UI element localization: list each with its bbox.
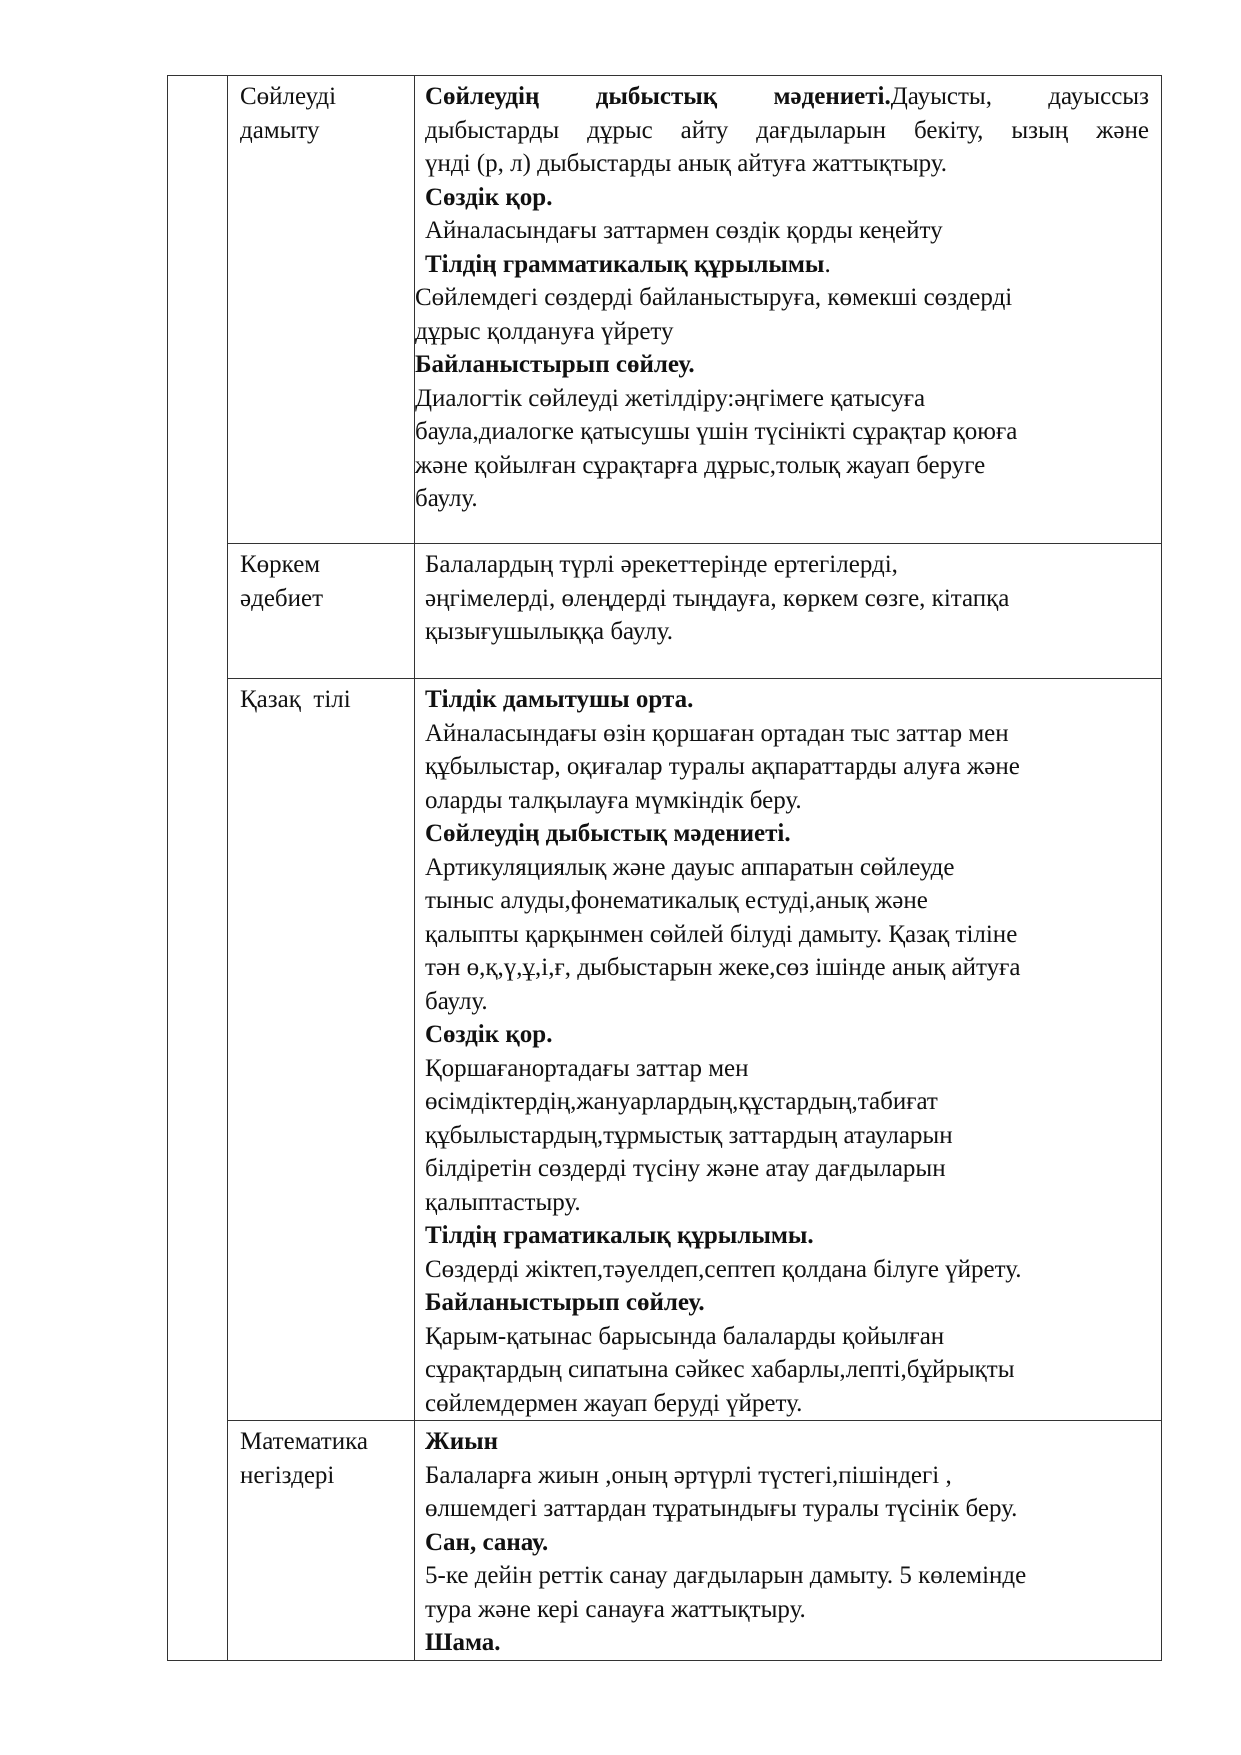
content-block	[415, 76, 1161, 516]
content-word: дыбыстарды	[425, 116, 560, 144]
content-line: сөйлемдермен жауап беруді үйрету.	[425, 1389, 803, 1417]
content-text: дауыссыз	[1048, 83, 1149, 110]
content-line: тән ө,қ,ү,ұ,і,ғ, дыбыстарын жеке,сөз ішінде анық айтуға	[425, 954, 1021, 981]
section-heading: Сөйлеудің дыбыстық мәдениеті.	[425, 820, 791, 847]
content-word: ызың	[1011, 116, 1069, 144]
content-line: Сөйлемдегі сөздерді байланыстыруға, көмекші сөздерді	[415, 284, 1013, 311]
content-line: дұрыс қолдануға үйрету	[415, 317, 674, 345]
content-line	[425, 248, 1149, 282]
subject-label-line: Қазақ тілі	[240, 686, 351, 713]
section-heading: Тілдің грамматикалық құрылымы	[425, 250, 825, 278]
content-line: Сөздерді жіктеп,тәуелдеп,септеп қолдана білуге үйрету.	[425, 1255, 1022, 1283]
content-line: құбылыстар, оқиғалар туралы ақпараттарды алуға және	[425, 753, 1020, 780]
content-line	[425, 114, 1149, 148]
content-word: және	[1096, 116, 1149, 144]
content-line: Балалардың түрлі әрекеттерінде ертегілерді,	[425, 551, 898, 578]
subject-label-line: дамыту	[240, 116, 320, 144]
content-line: қызығушылыққа баулу.	[425, 618, 673, 645]
content-cell	[415, 544, 1162, 679]
content-line: өсімдіктердің,жануарлардың,құстардың,табиғат	[425, 1088, 938, 1115]
section-heading: дыбыстық	[595, 83, 718, 110]
content-line: Айналасындағы заттармен сөздік қорды кеңейту	[425, 217, 943, 244]
section-heading: Сөйлеудің	[425, 83, 540, 110]
content-word: дағдыларын	[756, 116, 887, 144]
content-line: Айналасындағы өзін қоршаған ортадан тыс заттар мен	[425, 719, 1009, 747]
subject-label	[228, 544, 414, 615]
subject-label-line: әдебиет	[240, 584, 324, 612]
subject-cell	[228, 679, 415, 1421]
content-line: баулу.	[415, 485, 478, 512]
section-heading: Шама.	[425, 1629, 501, 1656]
section-heading: Байланыстырып сөйлеу.	[415, 351, 695, 378]
content-block	[415, 544, 1161, 649]
content-line: сұрақтардың сипатына сәйкес хабарлы,лепті,бұйрықты	[425, 1356, 1015, 1383]
section-heading: Сөздік қор.	[425, 183, 553, 211]
subject-cell	[228, 76, 415, 544]
subject-label-line: Математика	[240, 1428, 368, 1455]
content-line: оларды талқылауға мүмкіндік беру.	[425, 786, 802, 814]
curriculum-table	[167, 75, 1162, 1661]
content-word: бекіту,	[913, 116, 984, 144]
section-heading: Сөздік қор.	[425, 1021, 553, 1048]
section-heading: мәдениеті.	[773, 83, 891, 110]
subject-label-line: Сөйлеуді	[240, 83, 337, 110]
content-cell	[415, 76, 1162, 544]
table-row	[168, 76, 1162, 544]
content-line: қалыптастыру.	[425, 1188, 581, 1216]
section-heading: Сан, санау.	[425, 1528, 549, 1556]
content-word: дұрыс	[587, 116, 653, 144]
subject-label-line: негіздері	[240, 1461, 335, 1489]
section-heading: Байланыстырып сөйлеу.	[425, 1289, 705, 1316]
content-line: өлшемдегі заттардан тұратындығы туралы түсінік беру.	[425, 1495, 1018, 1522]
content-line: тыныс алуды,фонематикалық естуді,анық және	[425, 887, 928, 914]
content-line: Қоршағанортадағы заттар мен	[425, 1054, 749, 1082]
content-text: Дауысты,	[890, 83, 992, 110]
content-line: баулу.	[425, 987, 488, 1015]
content-cell	[415, 1421, 1162, 1661]
content-line: білдіретін сөздерді түсіну және атау дағдыларын	[425, 1155, 946, 1182]
subject-label	[228, 1421, 414, 1492]
section-heading: Тілдің граматикалық құрылымы.	[425, 1222, 814, 1249]
content-line: әңгімелерді, өлеңдерді тыңдауға, көркем сөзге, кітапқа	[425, 584, 1010, 612]
content-line: Қарым-қатынас барысында балаларды қойылған	[425, 1322, 945, 1350]
content-block	[415, 1421, 1161, 1660]
content-line: 5-ке дейін реттік санау дағдыларын дамыту. 5 көлемінде	[425, 1562, 1027, 1589]
content-block	[415, 679, 1161, 1420]
content-line: үнді (р, л) дыбыстарды анық айтуға жаттықтыру.	[425, 150, 948, 177]
content-word: айту	[680, 116, 729, 144]
section-heading: Жиын	[425, 1428, 499, 1455]
content-line: Артикуляциялық және дауыс аппаратын сөйлеуде	[425, 853, 955, 881]
table-row	[168, 679, 1162, 1421]
content-line: баула,диалогке қатысушы үшін түсінікті сұрақтар қоюға	[415, 418, 1018, 445]
subject-cell	[228, 544, 415, 679]
subject-label-line: Көркем	[240, 551, 321, 578]
section-heading: Тілдік дамытушы орта.	[425, 686, 694, 713]
content-line: қалыпты қарқынмен сөйлей білуді дамыту. Қазақ тіліне	[425, 920, 1018, 948]
subject-cell	[228, 1421, 415, 1661]
content-text: .	[824, 250, 831, 278]
table-row	[168, 1421, 1162, 1661]
content-line: Диалогтік сөйлеуді жетілдіру:әңгімеге қатысуға	[415, 384, 926, 412]
content-line: Балаларға жиын ,оның әртүрлі түстегі,пішіндегі ,	[425, 1461, 952, 1489]
content-cell	[415, 679, 1162, 1421]
content-line: тура және кері санауға жаттықтыру.	[425, 1595, 806, 1623]
table-row	[168, 544, 1162, 679]
subject-label	[228, 679, 414, 717]
blank-column-cell	[168, 76, 228, 1661]
content-line: және қойылған сұрақтарға дұрыс,толық жауап беруге	[415, 451, 986, 479]
content-line: құбылыстардың,тұрмыстық заттардың атауларын	[425, 1121, 953, 1149]
content-line	[425, 80, 1149, 114]
subject-label	[228, 76, 414, 147]
